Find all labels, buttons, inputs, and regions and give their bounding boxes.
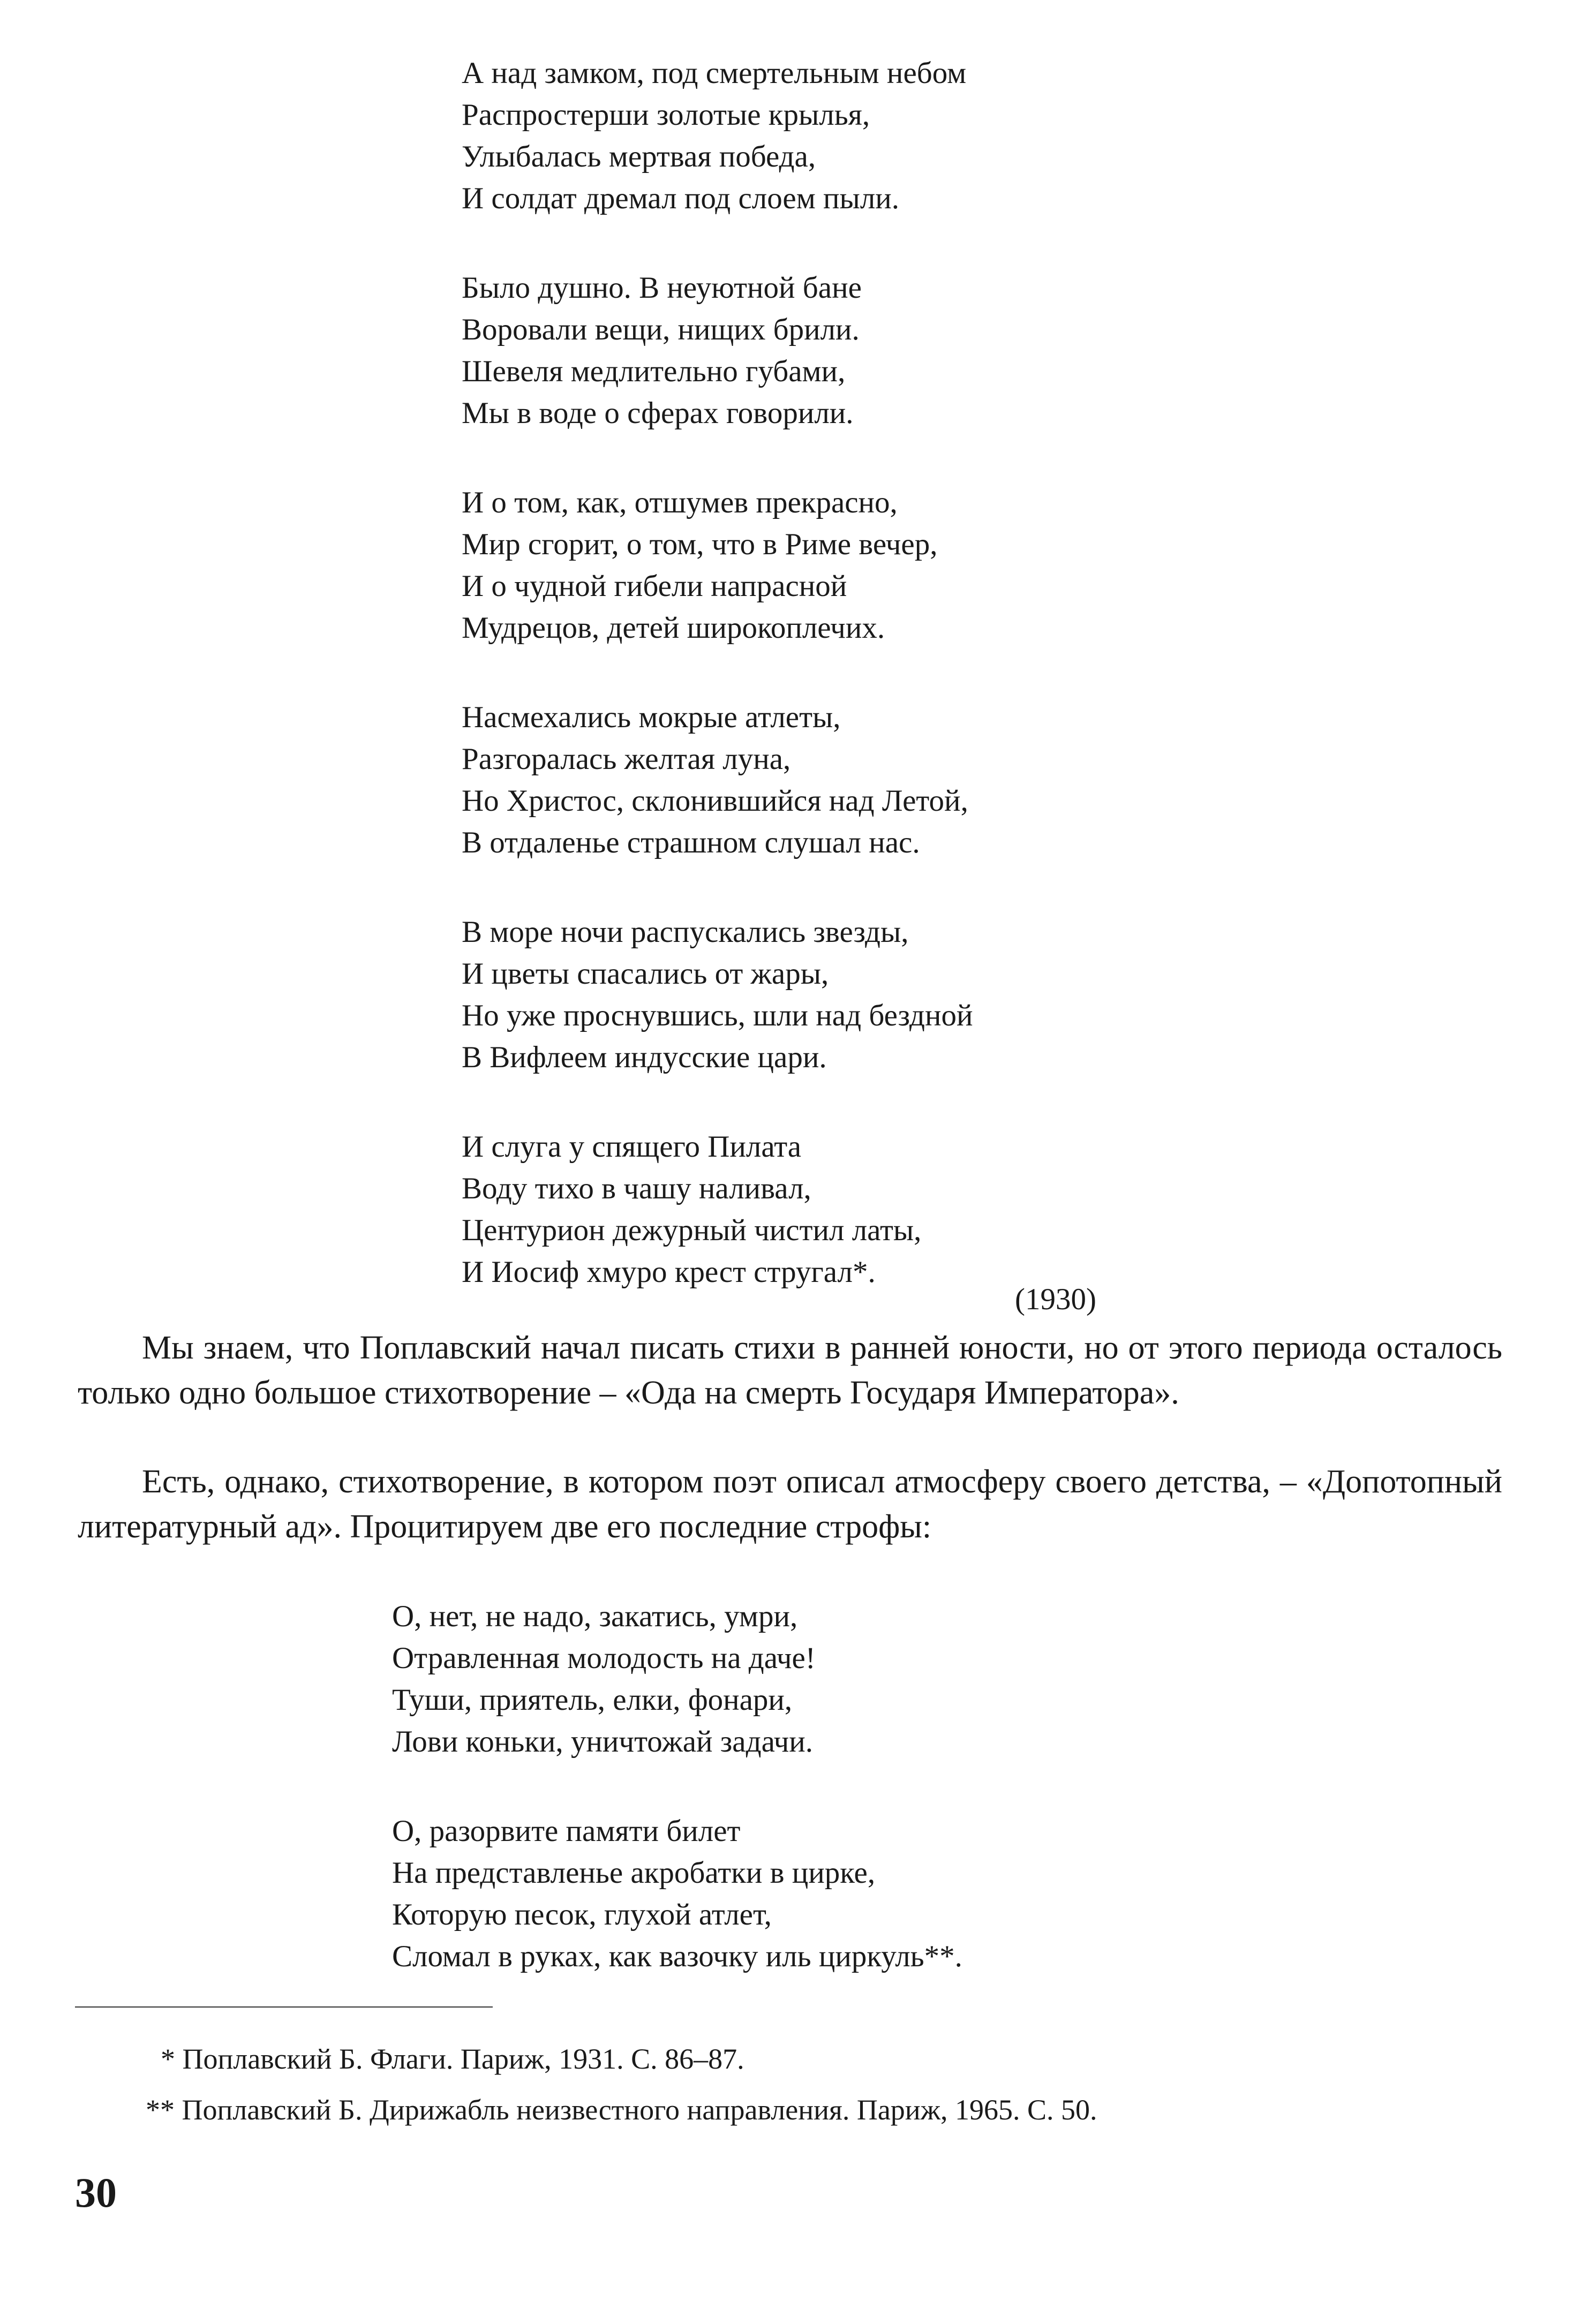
poem-line: На представленье акробатки в цирке, (392, 1856, 876, 1890)
poem-line: В отдаленье страшном слушал нас. (462, 826, 920, 859)
poem-line: Насмехались мокрые атлеты, (462, 700, 841, 734)
poem-line: И слуга у спящего Пилата (462, 1130, 802, 1164)
poem-line: О, разорвите памяти билет (392, 1814, 741, 1848)
poem-stanza (392, 1810, 1356, 1978)
poem-line: Которую песок, глухой атлет, (392, 1898, 772, 1931)
poem-line: Лови коньки, уничтожай задачи. (392, 1725, 814, 1759)
poem-line: И о том, как, отшумев прекрасно, (462, 486, 898, 519)
poem-line: А над замком, под смертельным небом (462, 56, 967, 90)
poem-line: Улыбалась мертвая победа, (462, 140, 816, 173)
poem-stanza (462, 911, 1319, 1078)
page-number: 30 (75, 2169, 117, 2216)
poem-line: Было душно. В неуютной бане (462, 271, 862, 305)
poem-line: Воду тихо в чашу наливал, (462, 1172, 811, 1205)
body-paragraph: Есть, однако, стихотворение, в котором поэт описал атмосферу своего детства, – «Допотопный литературный ад». Процитируем две его последние строфы: (78, 1463, 1502, 1545)
poem-line: Сломал в руках, как вазочку иль циркуль**. (392, 1940, 962, 1973)
poem-line: И солдат дремал под слоем пыли. (462, 182, 900, 215)
poem-line: Шевеля медлительно губами, (462, 354, 846, 388)
poem-line: И Иосиф хмуро крест стругал*. (462, 1255, 876, 1289)
poem-quoted (392, 1596, 1356, 1978)
poem-stanza (392, 1596, 1356, 1763)
poem-line: Туши, приятель, елки, фонари, (392, 1683, 793, 1717)
poem-line: Но уже проснувшись, шли над бездной (462, 999, 973, 1032)
poem-stanza (462, 52, 1319, 220)
poem-line: Но Христос, склонившийся над Летой, (462, 784, 968, 818)
poem-line: Мы в воде о сферах говорили. (462, 396, 854, 430)
poem-line: Мудрецов, детей широкоплечих. (462, 611, 885, 645)
poem-line: Разгоралась желтая луна, (462, 742, 791, 776)
poem-line: О, нет, не надо, закатись, умри, (392, 1599, 798, 1633)
footnote: ** Поплавский Б. Дирижабль неизвестного направления. Париж, 1965. С. 50. (146, 2094, 1097, 2126)
poem-line: Распростерши золотые крылья, (462, 98, 870, 132)
poem-line: Центурион дежурный чистил латы, (462, 1213, 922, 1247)
poem-line: В море ночи распускались звезды, (462, 915, 909, 949)
footnote-divider (75, 2006, 493, 2008)
poem-line: Отравленная молодость на даче! (392, 1641, 816, 1675)
poem-line: Мир сгорит, о том, что в Риме вечер, (462, 527, 938, 561)
poem-first (462, 52, 1319, 1293)
poem-stanza (462, 267, 1319, 434)
body-paragraph: Мы знаем, что Поплавский начал писать стихи в ранней юности, но от этого периода осталось только одно большое стихотворение – «Ода на смерть Государя Императора». (78, 1330, 1502, 1411)
poem-line: И цветы спасались от жары, (462, 957, 829, 991)
poem-line: Воровали вещи, нищих брили. (462, 313, 860, 346)
poem-line: И о чудной гибели напрасной (462, 569, 847, 603)
poem-stanza (462, 697, 1319, 864)
poem-date: (1930) (1015, 1282, 1096, 1316)
poem-stanza (462, 1126, 1319, 1293)
footnote: * Поплавский Б. Флаги. Париж, 1931. С. 86–87. (161, 2043, 744, 2075)
poem-stanza (462, 482, 1319, 649)
poem-line: В Вифлеем индусские цари. (462, 1040, 827, 1074)
